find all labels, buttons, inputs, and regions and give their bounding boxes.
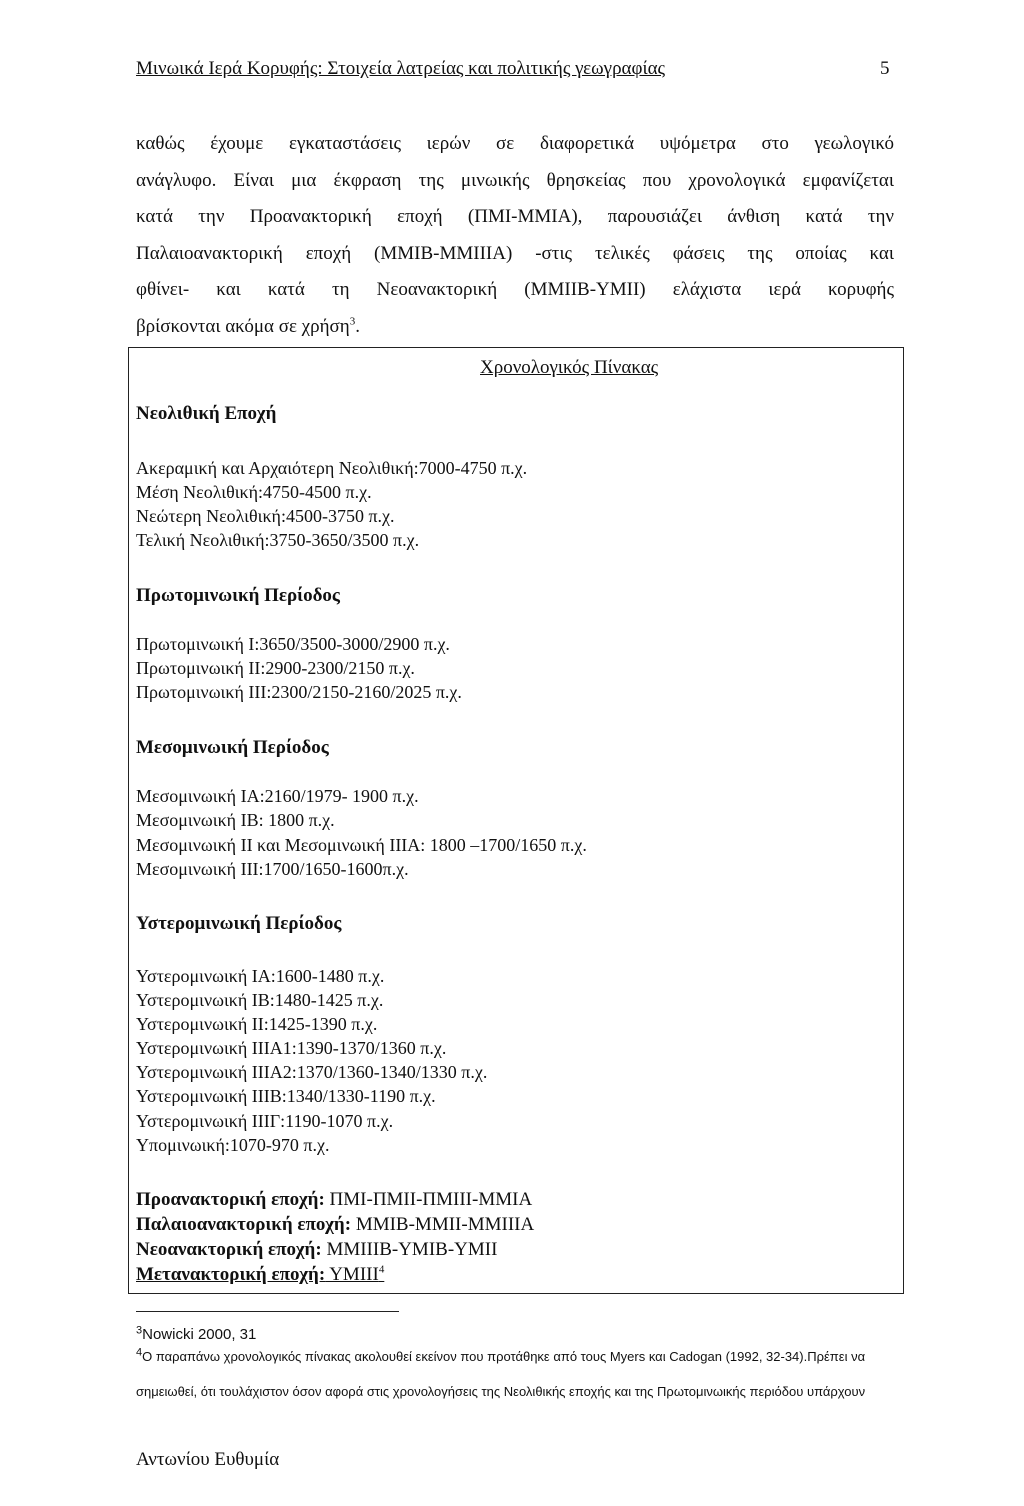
footnote-mark: 3 xyxy=(136,1324,143,1337)
footnote-4-line-1 xyxy=(136,1346,866,1364)
footnote-text: Ο παραπάνω χρονολογικός πίνακας ακολουθεί εκείνον που προτάθηκε από τους Myers και Cadogan (1992, 32-34).Πρέπει να xyxy=(142,1349,866,1364)
early-minoan-entry: Πρωτομινωική ΙΙΙ:2300/2150-2160/2025 π.χ. xyxy=(136,682,462,702)
middle-minoan-entry: Μεσομινωική ΙΒ: 1800 π.χ. xyxy=(136,810,335,830)
summary-neopalatial xyxy=(136,1239,497,1261)
paragraph-line: φθίνει- και κατά τη Νεοανακτορική (ΜΜΙΙΒ-ΥΜΙΙ) ελάχιστα ιερά κορυφής xyxy=(136,279,894,301)
paragraph-last-line xyxy=(136,309,894,346)
summary-value: ΜΜΙΙΙΒ-ΥΜΙΒ-ΥΜΙΙ xyxy=(321,1239,498,1260)
footer-author: Αντωνίου Ευθυμία xyxy=(136,1449,280,1470)
paragraph-line: ανάγλυφο. Είναι μια έκφραση της μινωικής θρησκείας που χρονολογικά εμφανίζεται xyxy=(136,169,894,191)
summary-value: ΠΜΙ-ΠΜΙΙ-ΠΜΙΙΙ-ΜΜΙΑ xyxy=(324,1189,533,1210)
page-number: 5 xyxy=(880,58,890,79)
neolithic-entry: Μέση Νεολιθική:4750-4500 π.χ. xyxy=(136,482,372,502)
summary-postpalatial xyxy=(136,1264,384,1286)
summary-value: ΥΜΙΙΙ xyxy=(325,1264,379,1285)
summary-protopalatial xyxy=(136,1214,534,1236)
neolithic-heading: Νεολιθική Εποχή xyxy=(136,403,277,424)
late-minoan-heading: Υστερομινωική Περίοδος xyxy=(136,913,342,934)
footnote-3 xyxy=(136,1326,256,1343)
summary-label: Νεοανακτορική εποχή: xyxy=(136,1239,322,1260)
paragraph-line: κατά την Προανακτορική εποχή (ΠΜΙ-ΜΜΙΑ), παρουσιάζει άνθιση κατά την xyxy=(136,206,894,228)
middle-minoan-entry: Μεσομινωική ΙΙ και Μεσομινωική ΙΙΙΑ: 1800 –1700/1650 π.χ. xyxy=(136,835,587,855)
early-minoan-heading: Πρωτομινωική Περίοδος xyxy=(136,585,340,606)
late-minoan-entry: Υπομινωική:1070-970 π.χ. xyxy=(136,1135,330,1155)
footnote-text: Nowicki 2000, 31 xyxy=(142,1326,257,1343)
late-minoan-entry: Υστερομινωική ΙΙΙΑ1:1390-1370/1360 π.χ. xyxy=(136,1038,447,1058)
summary-label: Προανακτορική εποχή: xyxy=(136,1189,325,1210)
middle-minoan-entry: Μεσομινωική ΙΑ:2160/1979- 1900 π.χ. xyxy=(136,786,419,806)
middle-minoan-heading: Μεσομινωική Περίοδος xyxy=(136,737,329,758)
late-minoan-entry: Υστερομινωική ΙΑ:1600-1480 π.χ. xyxy=(136,966,385,986)
paragraph-line: βρίσκονται ακόμα σε χρήση xyxy=(136,315,350,337)
neolithic-entry: Ακεραμική και Αρχαιότερη Νεολιθική:7000-4750 π.χ. xyxy=(136,458,528,478)
summary-prepalatial xyxy=(136,1189,532,1211)
chronology-table-title: Χρονολογικός Πίνακας xyxy=(480,357,659,378)
summary-label: Παλαιοανακτορική εποχή: xyxy=(136,1214,352,1235)
paragraph-end-punct: . xyxy=(355,315,360,337)
late-minoan-entry: Υστερομινωική ΙΙΙΒ:1340/1330-1190 π.χ. xyxy=(136,1086,436,1106)
paragraph-line: Παλαιοανακτορική εποχή (ΜΜΙΒ-ΜΜΙΙΙΑ) -στις τελικές φάσεις της οποίας και xyxy=(136,242,894,264)
late-minoan-entry: Υστερομινωική ΙΙΙΑ2:1370/1360-1340/1330 π.χ. xyxy=(136,1062,488,1082)
early-minoan-entry: Πρωτομινωική ΙΙ:2900-2300/2150 π.χ. xyxy=(136,658,415,678)
neolithic-entry: Νεώτερη Νεολιθική:4500-3750 π.χ. xyxy=(136,506,395,526)
late-minoan-entry: Υστερομινωική ΙΙ:1425-1390 π.χ. xyxy=(136,1014,378,1034)
middle-minoan-entry: Μεσομινωική ΙΙΙ:1700/1650-1600π.χ. xyxy=(136,859,409,879)
footnote-ref-4[interactable]: 4 xyxy=(378,1263,385,1276)
footnote-separator xyxy=(136,1311,399,1312)
late-minoan-entry: Υστερομινωική ΙΙΙΓ:1190-1070 π.χ. xyxy=(136,1111,394,1131)
late-minoan-entry: Υστερομινωική ΙΒ:1480-1425 π.χ. xyxy=(136,990,384,1010)
footnote-mark: 4 xyxy=(136,1346,143,1359)
footnote-ref-3[interactable]: 3 xyxy=(349,315,356,328)
footnote-4-line-2: σημειωθεί, ότι τουλάχιστον όσον αφορά στις χρονολογήσεις της Νεολιθικής εποχής και της Πρωτομινωικής περιόδου υπάρχουν xyxy=(136,1384,866,1399)
summary-value: ΜΜΙΒ-ΜΜΙΙ-ΜΜΙΙΙΑ xyxy=(351,1214,535,1235)
paragraph-line: καθώς έχουμε εγκαταστάσεις ιερών σε διαφορετικά υψόμετρα στο γεωλογικό xyxy=(136,133,894,154)
early-minoan-entry: Πρωτομινωική Ι:3650/3500-3000/2900 π.χ. xyxy=(136,634,450,654)
running-header-title: Μινωικά Ιερά Κορυφής: Στοιχεία λατρείας και πολιτικής γεωγραφίας xyxy=(136,58,666,79)
summary-label: Μετανακτορική εποχή: xyxy=(136,1264,326,1285)
intro-paragraph xyxy=(136,126,894,346)
neolithic-entry: Τελική Νεολιθική:3750-3650/3500 π.χ. xyxy=(136,530,420,550)
